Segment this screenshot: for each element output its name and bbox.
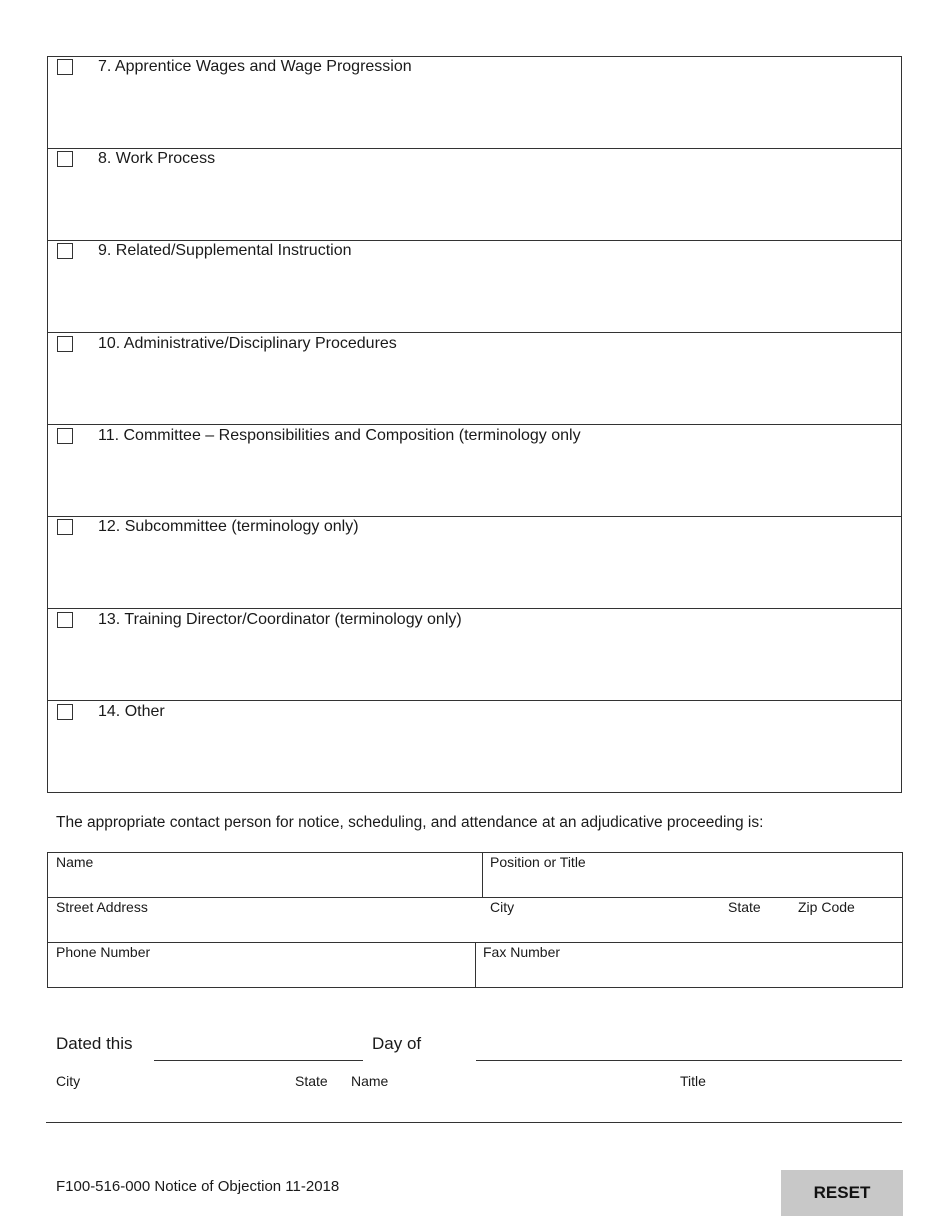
signature-city-label: City <box>56 1073 81 1089</box>
item-14-checkbox[interactable] <box>57 704 73 720</box>
day-of-field[interactable] <box>476 1036 901 1058</box>
item-12-checkbox[interactable] <box>57 519 73 535</box>
dated-day-line <box>154 1060 363 1061</box>
fax-number-label: Fax Number <box>483 944 561 960</box>
phone-number-label: Phone Number <box>56 944 151 960</box>
dated-this-label: Dated this <box>56 1034 133 1053</box>
zip-code-label: Zip Code <box>798 899 855 915</box>
contact-grid-divider <box>48 897 902 898</box>
signature-title-field[interactable] <box>680 1095 900 1119</box>
item-10-checkbox[interactable] <box>57 336 73 352</box>
signature-name-label: Name <box>351 1073 389 1089</box>
contact-grid-divider <box>482 853 483 897</box>
item-7-checkbox[interactable] <box>57 59 73 75</box>
contact-grid-divider <box>475 942 476 988</box>
signature-title-label: Title <box>680 1073 706 1089</box>
contact-info-grid <box>47 852 903 988</box>
phone-number-field[interactable] <box>56 963 468 983</box>
day-of-line <box>476 1060 902 1061</box>
position-field[interactable] <box>490 873 894 893</box>
item-14-label: 14. Other <box>98 703 165 720</box>
signature-city-field[interactable] <box>56 1095 286 1119</box>
item-13-label: 13. Training Director/Coordinator (terminology only) <box>98 611 462 628</box>
city-label: City <box>490 899 515 915</box>
item-row-9 <box>48 241 901 333</box>
item-11-label: 11. Committee – Responsibilities and Composition (terminology only <box>98 427 581 444</box>
street-address-label: Street Address <box>56 899 148 915</box>
item-row-14 <box>48 701 901 793</box>
zip-code-field[interactable] <box>798 918 894 938</box>
signature-name-field[interactable] <box>351 1095 671 1119</box>
item-row-8 <box>48 149 901 241</box>
signature-bottom-line <box>46 1122 902 1123</box>
day-of-label: Day of <box>372 1034 422 1053</box>
item-row-13 <box>48 609 901 701</box>
item-10-label: 10. Administrative/Disciplinary Procedures <box>98 335 397 352</box>
position-label: Position or Title <box>490 854 586 870</box>
name-label: Name <box>56 854 94 870</box>
item-12-label: 12. Subcommittee (terminology only) <box>98 518 359 535</box>
item-row-10 <box>48 333 901 425</box>
contact-intro-text: The appropriate contact person for notice, scheduling, and attendance at an adjudicative proceeding is: <box>56 814 764 831</box>
item-9-checkbox[interactable] <box>57 243 73 259</box>
reset-button[interactable]: RESET <box>781 1170 903 1216</box>
item-8-label: 8. Work Process <box>98 150 216 167</box>
item-row-11 <box>48 425 901 517</box>
city-field[interactable] <box>490 918 720 938</box>
item-11-checkbox[interactable] <box>57 428 73 444</box>
street-address-field[interactable] <box>56 918 476 938</box>
item-7-label: 7. Apprentice Wages and Wage Progression <box>98 58 412 75</box>
item-13-checkbox[interactable] <box>57 612 73 628</box>
fax-number-field[interactable] <box>483 963 893 983</box>
signature-state-field[interactable] <box>295 1095 345 1119</box>
item-row-12 <box>48 517 901 609</box>
signature-state-label: State <box>295 1073 328 1089</box>
item-row-7 <box>48 57 901 149</box>
state-label: State <box>728 899 761 915</box>
form-identifier: F100-516-000 Notice of Objection 11-2018 <box>56 1178 340 1195</box>
item-9-label: 9. Related/Supplemental Instruction <box>98 242 352 259</box>
state-field[interactable] <box>728 918 788 938</box>
item-8-checkbox[interactable] <box>57 151 73 167</box>
dated-day-field[interactable] <box>154 1036 362 1058</box>
objection-items-table <box>47 56 902 793</box>
name-field[interactable] <box>56 873 476 893</box>
